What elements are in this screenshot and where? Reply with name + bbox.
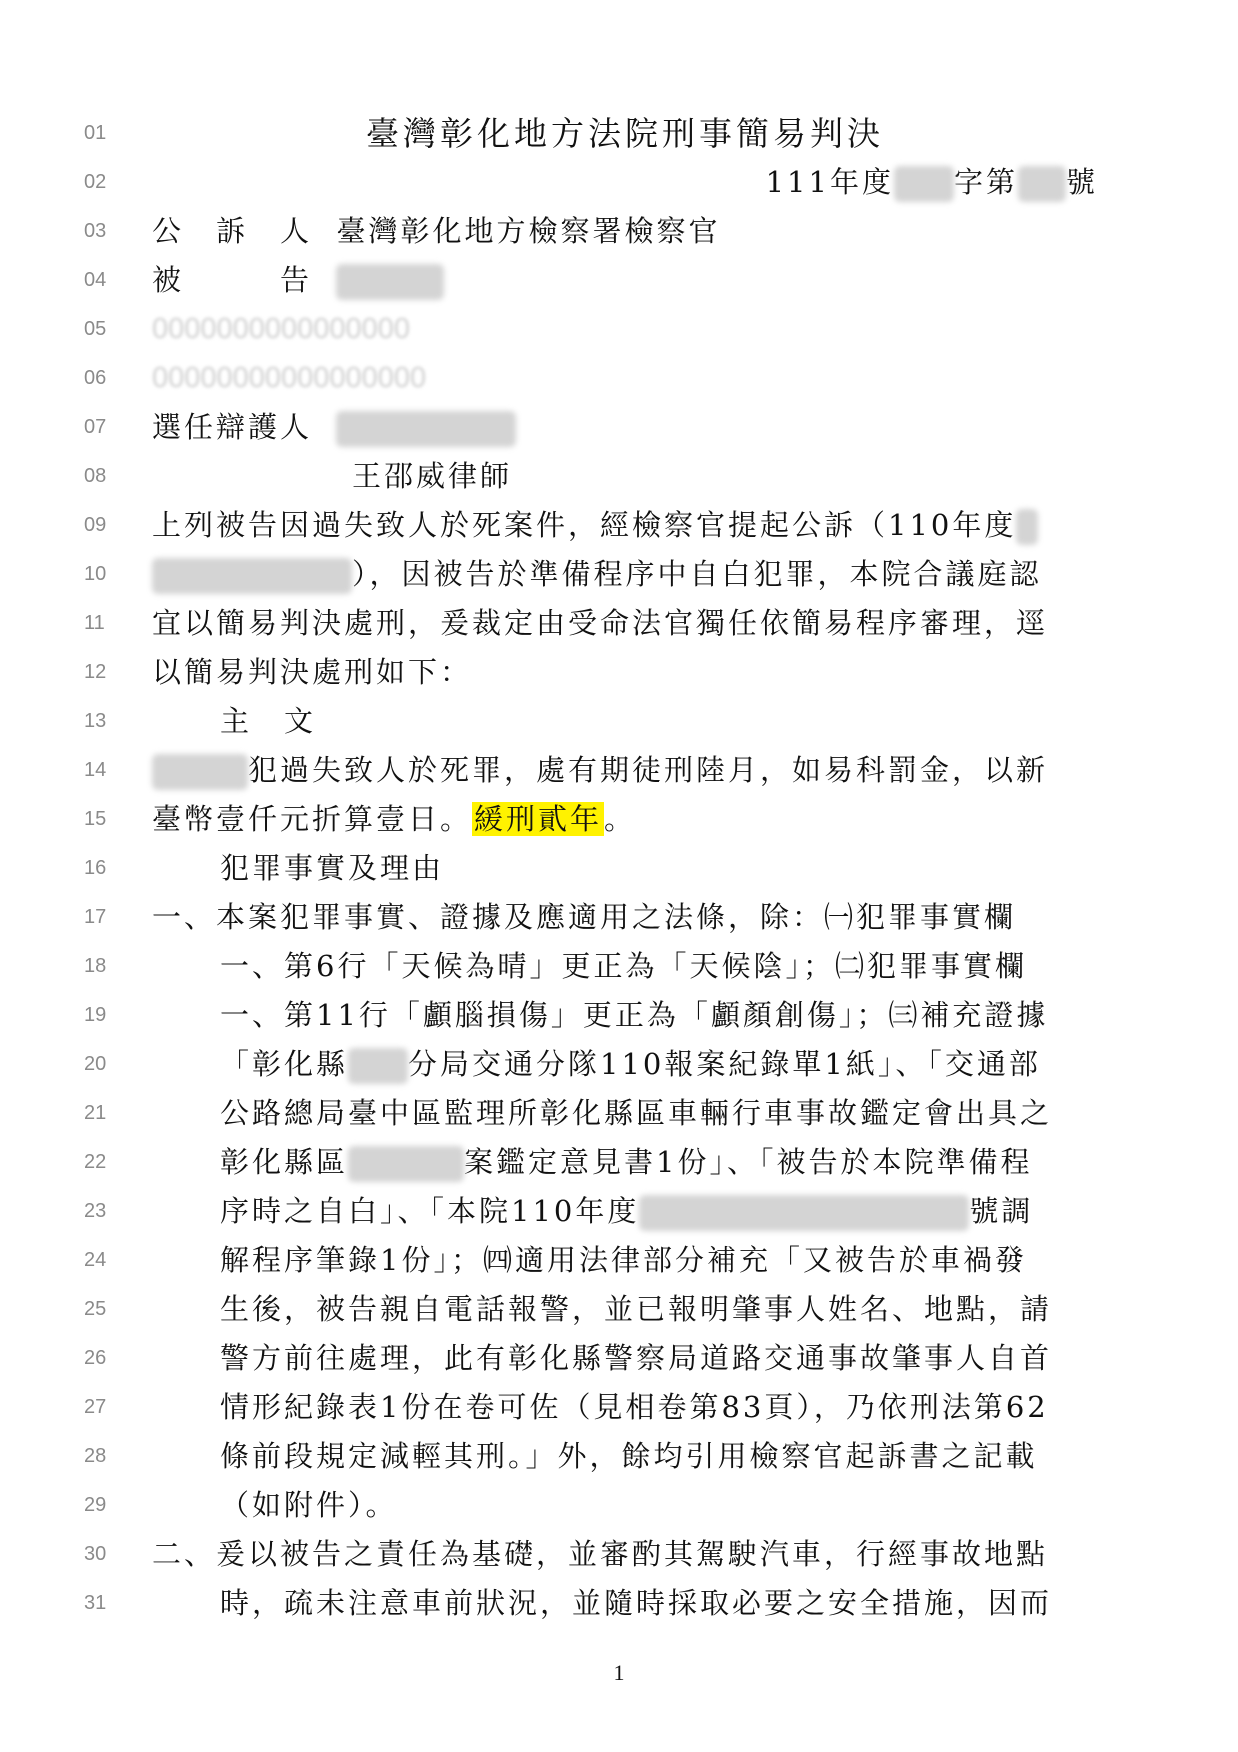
line-number: 31 [84,1592,107,1614]
text-segment: 案鑑定意見書1份」、「被告於本院準備程 [464,1145,1033,1179]
line-number: 12 [84,661,107,683]
body-text [220,1138,1098,1187]
line-number: 19 [84,1004,107,1026]
body-text: 警方前往處理，此有彰化縣警察局道路交通事故肇事人自首 [220,1341,1053,1375]
line-03 [0,207,1238,256]
text-segment: 「彰化縣 [220,1047,349,1081]
line-25 [0,1285,1238,1334]
body-text: 公路總局臺中區監理所彰化縣區車輛行車事故鑑定會出具之 [220,1096,1053,1130]
redacted-text [1016,509,1038,545]
line-24 [0,1236,1238,1285]
defendant-row [152,256,1098,305]
line-number: 18 [84,955,107,977]
line-15 [0,795,1238,844]
line-31 [0,1579,1238,1628]
line-06 [0,354,1238,403]
body-text: （如附件）。 [220,1488,398,1522]
line-17 [0,893,1238,942]
line-number: 08 [84,465,107,487]
line-14 [0,746,1238,795]
line-number: 07 [84,416,107,438]
line-number: 25 [84,1298,107,1320]
body-text: 以簡易判決處刑如下： [152,655,473,689]
line-number: 13 [84,710,107,732]
line-16 [0,844,1238,893]
defender-name: 王邵威律師 [352,459,513,493]
body-text: 時，疏未注意車前狀況，並隨時採取必要之安全措施，因而 [220,1586,1053,1620]
body-text [152,501,1098,550]
text-segment: 。 [604,802,637,836]
line-21 [0,1089,1238,1138]
line-02 [0,158,1238,207]
body-text: 生後，被告親自電話報警，並已報明肇事人姓名、地點，請 [220,1292,1053,1326]
line-number: 05 [84,318,107,340]
redacted-text [348,1146,464,1182]
line-10 [0,550,1238,599]
line-number: 10 [84,563,107,585]
redacted-text [639,1195,969,1231]
heading-main: 主 文 [220,704,317,738]
line-22 [0,1138,1238,1187]
defender-label: 選任辯護人 [152,410,313,444]
body-text [220,1040,1098,1089]
prosecutor-value: 臺灣彰化地方檢察署檢察官 [336,214,721,248]
line-30 [0,1530,1238,1579]
line-number: 21 [84,1102,107,1124]
line-number: 04 [84,269,107,291]
text-segment: 臺幣壹仟元折算壹日。 [152,802,473,836]
body-text [220,1187,1098,1236]
line-number: 09 [84,514,107,536]
body-text [152,795,1098,844]
redacted-text [348,1048,408,1084]
line-number: 26 [84,1347,107,1369]
body-text: 一、第11行「顱腦損傷」更正為「顱顏創傷」；㈢補充證據 [220,998,1049,1032]
body-text: 二、爰以被告之責任為基礎，並審酌其駕駛汽車，行經事故地點 [152,1537,1049,1571]
text-segment: ），因被告於準備程序中自白犯罪，本院合議庭認 [352,557,1042,591]
line-number: 27 [84,1396,107,1418]
line-01 [0,109,1238,158]
line-19 [0,991,1238,1040]
redacted-case-number [1018,166,1066,202]
line-04 [0,256,1238,305]
text-segment: 犯過失致人於死罪，處有期徒刑陸月，如易科罰金，以新 [248,753,1049,787]
redacted-text [152,558,352,594]
text-segment: 分局交通分隊110報案紀錄單1紙」、「交通部 [408,1047,1041,1081]
body-text: 一、本案犯罪事實、證據及應適用之法條，除：㈠犯罪事實欄 [152,900,1017,934]
case-hao: 號 [1065,165,1098,199]
line-27 [0,1383,1238,1432]
line-number: 01 [84,122,107,144]
line-29 [0,1481,1238,1530]
line-07 [0,403,1238,452]
case-zi: 字第 [953,165,1018,199]
text-segment: 彰化縣區 [220,1145,349,1179]
line-number: 16 [84,857,107,879]
body-text: 條前段規定減輕其刑。」外，餘均引用檢察官起訴書之記載 [220,1439,1038,1473]
body-text [152,550,1098,599]
line-23 [0,1187,1238,1236]
body-text: 情形紀錄表1份在卷可佐（見相卷第83頁），乃依刑法第62 [220,1390,1049,1424]
line-28 [0,1432,1238,1481]
line-11 [0,599,1238,648]
line-08 [0,452,1238,501]
document-title: 臺灣彰化地方法院刑事簡易判決 [366,114,884,153]
highlighted-probation: 緩刑貳年 [474,802,603,836]
redacted-line: 0000000000000000 [152,313,411,345]
line-number: 17 [84,906,107,928]
page-number: 1 [613,1660,625,1685]
line-number: 30 [84,1543,107,1565]
defendant-label: 被 告 [152,263,313,297]
line-09 [0,501,1238,550]
line-12 [0,648,1238,697]
line-number: 03 [84,220,107,242]
redacted-case-word [894,166,954,202]
line-number: 15 [84,808,107,830]
text-segment: 序時之自白」、「本院110年度 [220,1194,640,1228]
line-26 [0,1334,1238,1383]
redacted-defendant-name [152,754,248,790]
body-text: 一、第6行「天候為晴」更正為「天候陰」；㈡犯罪事實欄 [220,949,1027,983]
line-number: 02 [84,171,107,193]
line-number: 28 [84,1445,107,1467]
line-number: 06 [84,367,107,389]
line-18 [0,942,1238,991]
body-text: 解程序筆錄1份」；㈣適用法律部分補充「又被告於車禍發 [220,1243,1027,1277]
line-number: 24 [84,1249,107,1271]
line-20 [0,1040,1238,1089]
prosecutor-label: 公 訴 人 [152,214,313,248]
text-segment: 上列被告因過失致人於死案件，經檢察官提起公訴（110年度 [152,508,1017,542]
redacted-defender [336,411,516,447]
case-number [152,158,1098,207]
case-year: 111年度 [765,165,894,199]
line-05 [0,305,1238,354]
redacted-line: 00000000000000000 [152,362,427,394]
line-number: 29 [84,1494,107,1516]
text-segment: 號調 [969,1194,1034,1228]
line-number: 23 [84,1200,107,1222]
body-text [152,746,1098,795]
defender-row [152,403,1098,452]
line-13 [0,697,1238,746]
line-number: 11 [84,612,105,634]
line-number: 22 [84,1151,107,1173]
heading-facts: 犯罪事實及理由 [220,851,445,885]
line-number: 20 [84,1053,107,1075]
line-number: 14 [84,759,107,781]
prosecutor-row [152,207,1098,256]
body-text: 宜以簡易判決處刑，爰裁定由受命法官獨任依簡易程序審理，逕 [152,606,1049,640]
redacted-defendant-name [336,264,444,300]
